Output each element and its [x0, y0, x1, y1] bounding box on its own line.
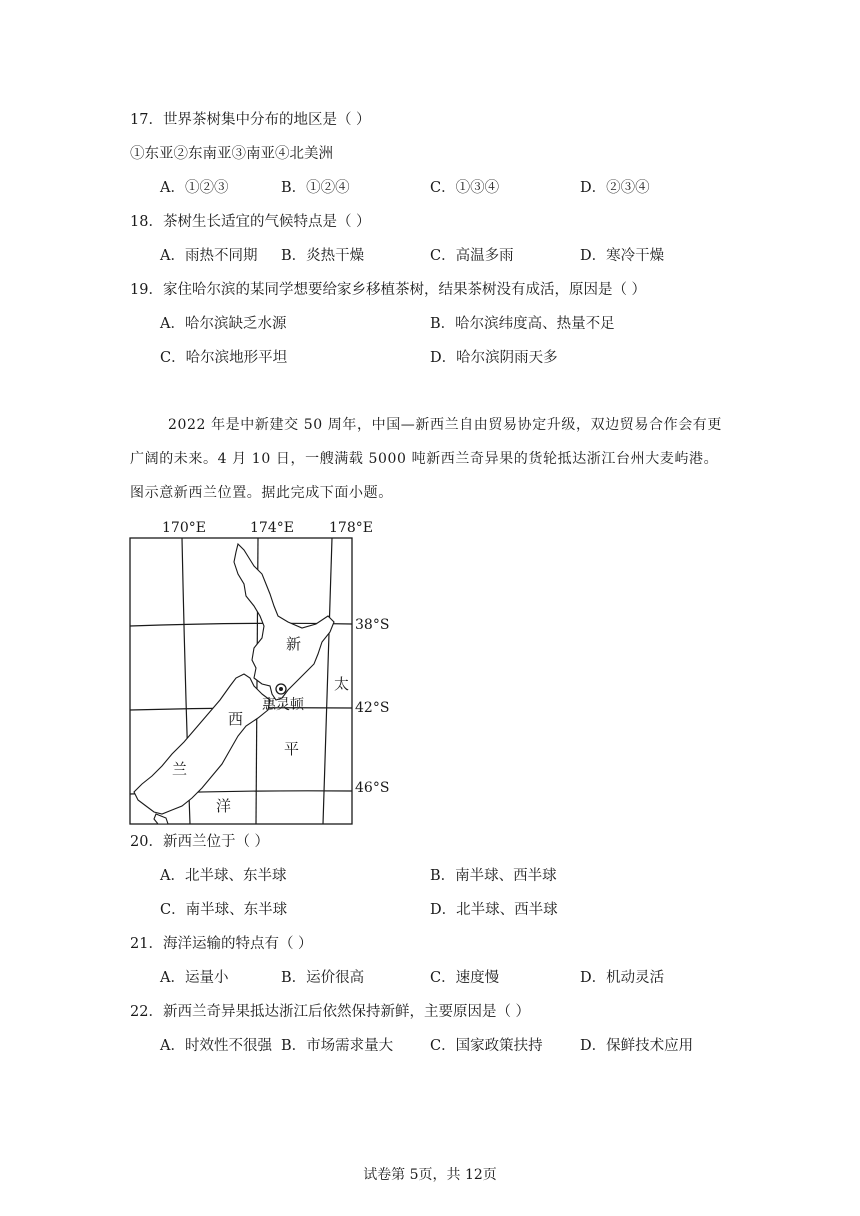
- q20-option-c: C．南半球、东半球: [160, 902, 288, 918]
- q17-option-d: D．②③④: [580, 180, 650, 196]
- map-label-xi: 西: [228, 710, 244, 728]
- q21-option-c: C．速度慢: [430, 970, 500, 986]
- map-label-lan: 兰: [172, 760, 188, 778]
- meridian-178e: [323, 538, 332, 824]
- q18-option-a: A．雨热不同期: [160, 248, 258, 264]
- q22-option-d: D．保鲜技术应用: [580, 1038, 694, 1054]
- passage-line-1: 2022 年是中新建交 50 周年，中国—新西兰自由贸易协定升级，双边贸易合作会有更: [168, 417, 722, 433]
- lat-label-42s: 42°S: [355, 700, 390, 716]
- q22-option-a: A．时效性不很强: [160, 1038, 272, 1054]
- passage: [130, 408, 730, 510]
- stewart-island: [154, 814, 168, 824]
- lon-label-170e: 170°E: [162, 520, 206, 536]
- q17-stem: 17．世界茶树集中分布的地区是（ ）: [130, 112, 371, 128]
- q18-option-d: D．寒冷干燥: [580, 248, 665, 264]
- map-label-xin: 新: [286, 635, 302, 653]
- new-zealand-map: [126, 514, 416, 830]
- lon-label-178e: 178°E: [329, 520, 373, 536]
- q18-stem: 18．茶树生长适宜的气候特点是（ ）: [130, 214, 371, 230]
- page-footer: 试卷第 5页，共 12页: [363, 1167, 497, 1183]
- map-label-yang: 洋: [216, 797, 232, 815]
- passage-line-2: 广阔的未来。4 月 10 日，一艘满载 5000 吨新西兰奇异果的货轮抵达浙江台州大麦屿港。图: [130, 451, 719, 501]
- q20-option-d: D．北半球、西半球: [430, 902, 558, 918]
- north-island: [234, 544, 334, 700]
- q18-option-c: C．高温多雨: [430, 248, 514, 264]
- q20-stem: 20．新西兰位于（ ）: [130, 834, 270, 850]
- south-island: [134, 674, 270, 814]
- q17-option-a: A．①②③: [160, 180, 229, 196]
- q21-option-a: A．运量小: [160, 970, 229, 986]
- q19-option-c: C．哈尔滨地形平坦: [160, 350, 288, 366]
- map-label-wellington: 惠灵顿: [262, 697, 304, 713]
- q17-list: ①东亚②东南亚③南亚④北美洲: [130, 146, 333, 162]
- q19-stem: 19．家住哈尔滨的某同学想要给家乡移植茶树，结果茶树没有成活，原因是（ ）: [130, 282, 647, 298]
- passage-line-3: 示意新西兰位置。据此完成下面小题。: [144, 485, 393, 501]
- q21-option-b: B．运价很高: [281, 970, 365, 986]
- q17-option-c: C．①③④: [430, 180, 500, 196]
- q22-option-c: C．国家政策扶持: [430, 1038, 543, 1054]
- q18-option-b: B．炎热干燥: [281, 248, 365, 264]
- q21-option-d: D．机动灵活: [580, 970, 665, 986]
- q17-option-b: B．①②④: [281, 180, 350, 196]
- lat-label-46s: 46°S: [355, 780, 390, 796]
- q20-option-b: B．南半球、西半球: [430, 868, 557, 884]
- q19-option-d: D．哈尔滨阴雨天多: [430, 350, 558, 366]
- wellington-marker-dot: [279, 687, 283, 691]
- q21-stem: 21．海洋运输的特点有（ ）: [130, 936, 313, 952]
- lat-label-38s: 38°S: [355, 617, 390, 633]
- q20-option-a: A．北半球、东半球: [160, 868, 287, 884]
- q22-option-b: B．市场需求量大: [281, 1038, 394, 1054]
- q22-stem: 22．新西兰奇异果抵达浙江后依然保持新鲜，主要原因是（ ）: [130, 1004, 531, 1020]
- map-label-ping: 平: [284, 740, 300, 758]
- map-label-tai: 太: [334, 675, 350, 693]
- lon-label-174e: 174°E: [250, 520, 294, 536]
- q19-option-b: B．哈尔滨纬度高、热量不足: [430, 316, 615, 332]
- q19-option-a: A．哈尔滨缺乏水源: [160, 316, 287, 332]
